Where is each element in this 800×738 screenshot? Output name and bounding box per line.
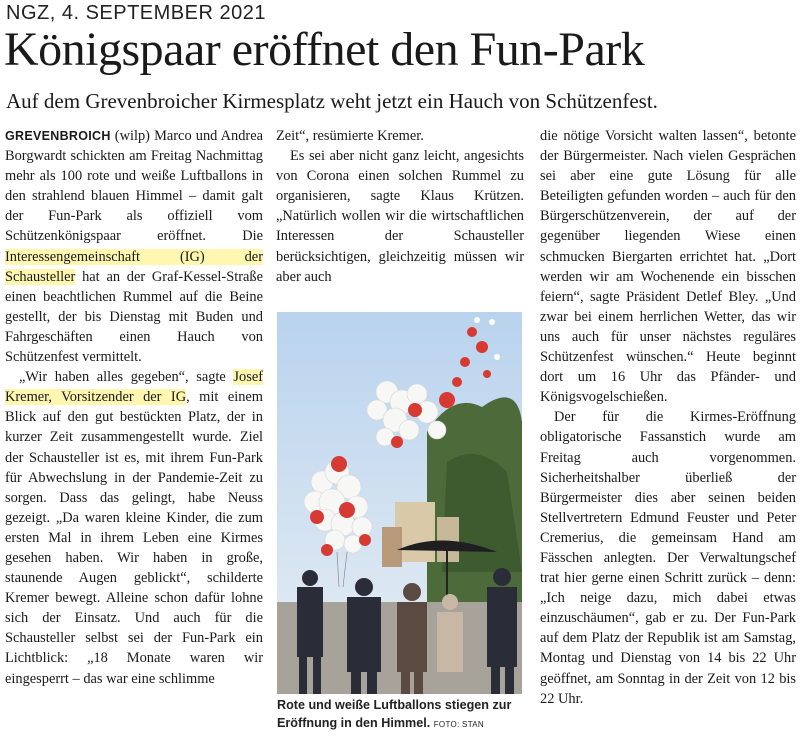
article-paragraph [5,367,263,689]
balloon-release-photo [277,312,522,694]
paragraph-text: hat an der Graf-Kessel-Straße einen beachtlichen Rummel auf die Beine gestellt, der bis Dienstag mit Buden und Fahrgeschäften einen Hauch von Schützenfest vermittelt. [5,268,263,366]
highlighted-text: Josef Kremer, Vorsitzender der IG [5,369,263,406]
paragraph-text: (wilp) Marco und Andrea Borgwardt schickten am Freitag Nachmittag mehr als 100 rote und weiße Luftballons in den strahlend blauen Himmel – damit galt der Fun-Park als offiziell vom Schützenkönigspaar eröffnet. Die [5,128,263,245]
paragraph-text: Es sei aber nicht ganz leicht, angesichts von Corona einen solchen Rummel zu organisieren, sagte Klaus Krützen. „Natürlich wollen wir die wirtschaftlichen Interessen der Schausteller berücksichtigen, gleichzeitig müssen wir aber auch [276,148,524,285]
article-paragraph [540,407,796,708]
article-headline: Königspaar eröffnet den Fun-Park [4,23,645,76]
paragraph-text: „Wir haben alles gegeben“, sagte [19,369,234,386]
article-column-2 [276,126,524,287]
article-column-1 [5,126,263,689]
article-subheadline: Auf dem Grevenbroicher Kirmesplatz weht jetzt ein Hauch von Schützenfest. [6,89,658,113]
paragraph-text: Der für die Kirmes-Eröffnung obligatorische Fassanstich wurde am Freitag auch vorgenommen. Sicherheitshalber überließ der Bürgermeister dies aber seinen beiden Stellvertretern Edmund Feuster und Peter Cremerius, die gemeinsam Hand am Fässchen anlegten. Der Verwaltungschef trat hier gerne einen Schritt zurück – denn: „Ich neige dazu, mich dabei etwas einzuschäumen“, gab er zu. Der Fun-Park auf dem Platz der Republik ist am Samstag, Montag und Dienstag von 14 bis 22 Uhr geöffnet, am Sonntag in der Zeit von 12 bis 22 Uhr. [540,409,796,707]
paragraph-text: Zeit“, resümierte Kremer. [276,128,424,144]
paragraph-text: , mit einem Blick auf den gut bestückten Platz, der in kurzer Zeit zusammengestellt wurde. Ziel der Schausteller ist es, mit ihrem Fun-Park für Abwechslung in der Pandemie-Zeit zu sorgen. Dass das gelingt, habe Neuss gezeigt. „Da waren kleine Kinder, die zum ersten Mal in ihrem Leben eine Kirmes gesehen haben. Wir haben in große, staunende Augen geblickt“, schilderte Kremer bewegt. Alleine schon dafür lohne sich der Einsatz. Und auch für die Schausteller selbst sei der Fun-Park ein Lichtblick: „18 Monate waren wir eingesperrt – das war eine schlimme [5,389,263,687]
article-paragraph [276,126,524,146]
photo-caption [277,696,527,734]
highlighted-text: Interessengemeinschaft (IG) der Schausteller [5,248,263,285]
newspaper-dateline: NGZ, 4. SEPTEMBER 2021 [6,2,266,24]
article-photo [277,312,522,694]
photo-credit: FOTO: STAN [433,720,484,729]
photo-caption-text: Rote und weiße Luftballons stiegen zur Eröffnung in den Himmel. [277,698,512,730]
article-column-3 [540,126,796,709]
article-paragraph [276,146,524,287]
article-paragraph [540,126,796,407]
location-label: GREVENBROICH [5,129,111,143]
article-paragraph [5,126,263,367]
paragraph-text: die nötige Vorsicht walten lassen“, betonte der Bürgermeister. Nach vielen Gesprächen sei aber eine gute Lösung für alle Beteiligten gefunden worden – auch für den Bürgerschützenverein, der auf der gegenüber liegenden Wiese einen schmucken Biergarten errichtet hat. „Dort werden wir am Wochenende ein bisschen feiern“, sagte Präsident Detlef Bley. „Und zwar bei einem herrlichen Wetter, das wir uns auch für unser nächstes reguläres Schützenfest wünschen.“ Heute beginnt dort um 16 Uhr das Pfänder- und Königsvogelschießen. [540,128,796,406]
